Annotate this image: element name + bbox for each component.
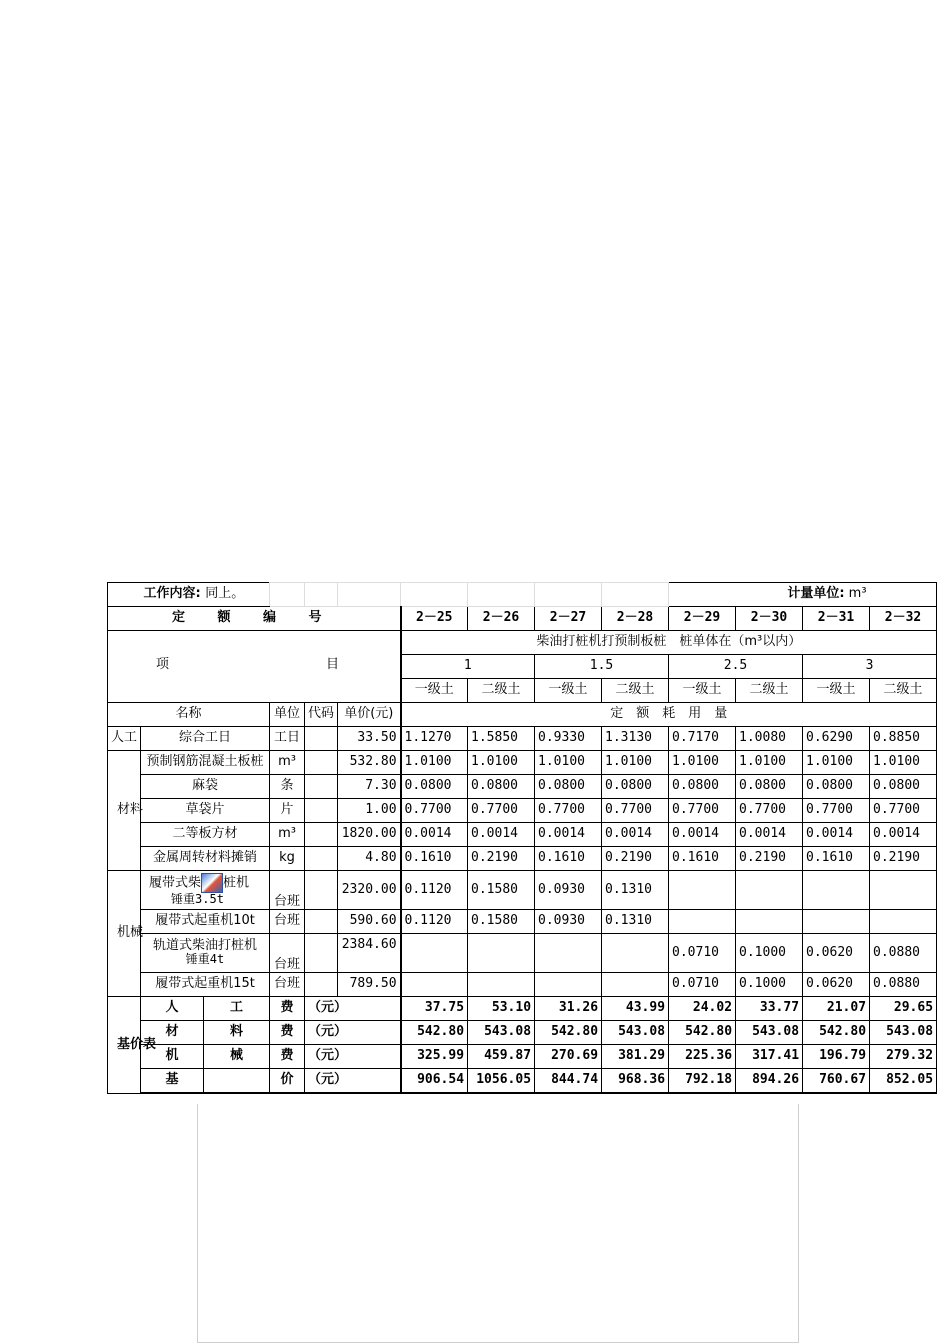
- soil-type: 一级土: [535, 679, 602, 703]
- value-cell: 33.77: [736, 997, 803, 1021]
- quota-code: 2－28: [602, 607, 669, 631]
- value-cell: 1.5850: [468, 727, 535, 751]
- consumption-header: 定 额 耗 用 量: [401, 703, 937, 727]
- soil-type: 二级土: [736, 679, 803, 703]
- value-cell: 1.0080: [736, 727, 803, 751]
- value-cell: 0.1310: [602, 871, 669, 910]
- item-price: 1820.00: [338, 823, 401, 847]
- quota-code: 2－25: [401, 607, 468, 631]
- value-cell: 225.36: [669, 1045, 736, 1069]
- value-cell: 0.0014: [736, 823, 803, 847]
- value-cell: [870, 910, 937, 934]
- unit-value: m³: [848, 586, 867, 602]
- quota-code: 2－30: [736, 607, 803, 631]
- soil-type: 二级土: [602, 679, 669, 703]
- table-row: [108, 934, 937, 973]
- table-row: [108, 775, 937, 799]
- column-header-row: [108, 703, 937, 727]
- value-cell: [401, 934, 468, 973]
- soil-type: 二级土: [870, 679, 937, 703]
- quota-code-label: 定 额 编 号: [108, 607, 401, 631]
- item-unit: kg: [270, 847, 305, 871]
- item-name: 草袋片: [141, 799, 270, 823]
- value-cell: 1.0100: [736, 751, 803, 775]
- value-cell: 0.0014: [870, 823, 937, 847]
- soil-type: 一级土: [803, 679, 870, 703]
- item-price: 532.80: [338, 751, 401, 775]
- value-cell: 1.0100: [602, 751, 669, 775]
- item-price: 789.50: [338, 973, 401, 997]
- table-row: [108, 847, 937, 871]
- base-label-3: 费: [270, 1045, 305, 1069]
- value-cell: 0.1580: [468, 910, 535, 934]
- item-unit: m³: [270, 823, 305, 847]
- work-content-label: 工作内容:: [143, 586, 201, 602]
- item-name: 综合工日: [141, 727, 270, 751]
- item-price: 33.50: [338, 727, 401, 751]
- value-cell: 0.0620: [803, 934, 870, 973]
- value-cell: 0.2190: [468, 847, 535, 871]
- col-name-header: 名称: [108, 703, 270, 727]
- item-unit: 片: [270, 799, 305, 823]
- category-materials: 材料: [108, 751, 141, 871]
- value-cell: 1.0100: [803, 751, 870, 775]
- value-cell: 0.0800: [870, 775, 937, 799]
- value-cell: 0.0800: [401, 775, 468, 799]
- value-cell: 0.1610: [535, 847, 602, 871]
- group-1: 1: [401, 655, 535, 679]
- item-unit: 台班: [270, 910, 305, 934]
- value-cell: 0.0014: [401, 823, 468, 847]
- table-row: [108, 871, 937, 910]
- value-cell: 0.0710: [669, 973, 736, 997]
- value-cell: 0.7700: [468, 799, 535, 823]
- value-cell: [669, 910, 736, 934]
- value-cell: 270.69: [535, 1045, 602, 1069]
- value-cell: 0.2190: [870, 847, 937, 871]
- value-cell: 0.6290: [803, 727, 870, 751]
- base-label-2: [204, 1069, 270, 1094]
- value-cell: 543.08: [870, 1021, 937, 1045]
- value-cell: 0.7700: [535, 799, 602, 823]
- value-cell: 0.7700: [803, 799, 870, 823]
- value-cell: 1.0100: [401, 751, 468, 775]
- value-cell: 381.29: [602, 1045, 669, 1069]
- value-cell: 0.1610: [803, 847, 870, 871]
- value-cell: 0.0800: [468, 775, 535, 799]
- item-price: 2384.60: [338, 934, 401, 973]
- item-name: 履带式柴 桩机 锤重3.5t: [141, 871, 270, 910]
- page-frame: [197, 1104, 799, 1343]
- table-row: [108, 1069, 937, 1094]
- value-cell: 844.74: [535, 1069, 602, 1094]
- item-price: 1.00: [338, 799, 401, 823]
- category-machinery: 机械: [108, 871, 141, 997]
- value-cell: 24.02: [669, 997, 736, 1021]
- value-cell: 542.80: [803, 1021, 870, 1045]
- item-name: 履带式起重机10t: [141, 910, 270, 934]
- value-cell: 542.80: [535, 1021, 602, 1045]
- col-code-header: 代码: [305, 703, 338, 727]
- soil-type: 一级土: [401, 679, 468, 703]
- value-cell: 543.08: [736, 1021, 803, 1045]
- value-cell: 1.0100: [468, 751, 535, 775]
- item-price: 2320.00: [338, 871, 401, 910]
- category-base-price: 基价表: [108, 997, 141, 1094]
- value-cell: 760.67: [803, 1069, 870, 1094]
- value-cell: 0.0800: [736, 775, 803, 799]
- category-labor: 人工: [108, 727, 141, 751]
- quota-code-row: [108, 607, 937, 631]
- col-price-header: 单价(元): [338, 703, 401, 727]
- value-cell: 279.32: [870, 1045, 937, 1069]
- value-cell: [669, 871, 736, 910]
- value-cell: 196.79: [803, 1045, 870, 1069]
- value-cell: 0.0930: [535, 910, 602, 934]
- item-unit: 台班: [270, 934, 305, 973]
- table-row: [108, 727, 937, 751]
- value-cell: [468, 934, 535, 973]
- base-label-unit: （元）: [305, 997, 401, 1021]
- value-cell: 0.7170: [669, 727, 736, 751]
- value-cell: 1.1270: [401, 727, 468, 751]
- item-name: 履带式起重机15t: [141, 973, 270, 997]
- project-title: 柴油打桩机打预制板桩 桩单体在（m³以内）: [401, 631, 937, 655]
- value-cell: 0.1580: [468, 871, 535, 910]
- quota-code: 2－26: [468, 607, 535, 631]
- col-unit-header: 单位: [270, 703, 305, 727]
- base-label-1: 机: [141, 1045, 204, 1069]
- item-price: 4.80: [338, 847, 401, 871]
- value-cell: 894.26: [736, 1069, 803, 1094]
- table-row: [108, 751, 937, 775]
- value-cell: 0.1610: [401, 847, 468, 871]
- value-cell: 53.10: [468, 997, 535, 1021]
- value-cell: 37.75: [401, 997, 468, 1021]
- value-cell: [803, 871, 870, 910]
- value-cell: 0.0800: [602, 775, 669, 799]
- value-cell: 1.0100: [535, 751, 602, 775]
- value-cell: 542.80: [669, 1021, 736, 1045]
- embedded-image-icon: [201, 873, 223, 893]
- value-cell: 0.1000: [736, 934, 803, 973]
- item-unit: 条: [270, 775, 305, 799]
- base-label-1: 材: [141, 1021, 204, 1045]
- table-row: [108, 1045, 937, 1069]
- item-unit: m³: [270, 751, 305, 775]
- project-label-right: 目: [326, 657, 340, 672]
- unit-label: 计量单位:: [787, 586, 845, 602]
- value-cell: [736, 871, 803, 910]
- item-price: 7.30: [338, 775, 401, 799]
- quota-code: 2－32: [870, 607, 937, 631]
- item-unit: 台班: [270, 871, 305, 910]
- quota-code: 2－27: [535, 607, 602, 631]
- value-cell: [535, 973, 602, 997]
- base-label-2: 械: [204, 1045, 270, 1069]
- item-name: 麻袋: [141, 775, 270, 799]
- value-cell: 0.7700: [870, 799, 937, 823]
- value-cell: 0.8850: [870, 727, 937, 751]
- value-cell: 0.9330: [535, 727, 602, 751]
- item-unit: 台班: [270, 973, 305, 997]
- item-unit: 工日: [270, 727, 305, 751]
- base-label-3: 价: [270, 1069, 305, 1094]
- value-cell: 0.0930: [535, 871, 602, 910]
- base-label-1: 基: [141, 1069, 204, 1094]
- value-cell: 543.08: [468, 1021, 535, 1045]
- table-row: [108, 799, 937, 823]
- value-cell: [602, 973, 669, 997]
- project-label-cell: [108, 631, 401, 703]
- value-cell: 0.0880: [870, 973, 937, 997]
- value-cell: 0.0710: [669, 934, 736, 973]
- base-label-unit: （元）: [305, 1021, 401, 1045]
- value-cell: 968.36: [602, 1069, 669, 1094]
- soil-type: 二级土: [468, 679, 535, 703]
- table-row: [108, 997, 937, 1021]
- value-cell: 0.0014: [669, 823, 736, 847]
- value-cell: 21.07: [803, 997, 870, 1021]
- value-cell: 0.2190: [736, 847, 803, 871]
- item-name: 二等板方材: [141, 823, 270, 847]
- group-2-5: 2.5: [669, 655, 803, 679]
- value-cell: 0.1310: [602, 910, 669, 934]
- value-cell: 0.7700: [736, 799, 803, 823]
- value-cell: 0.0014: [602, 823, 669, 847]
- value-cell: 1.0100: [870, 751, 937, 775]
- base-label-3: 费: [270, 997, 305, 1021]
- value-cell: 325.99: [401, 1045, 468, 1069]
- value-cell: 0.0880: [870, 934, 937, 973]
- value-cell: 0.0800: [535, 775, 602, 799]
- value-cell: 1056.05: [468, 1069, 535, 1094]
- base-label-2: 料: [204, 1021, 270, 1045]
- value-cell: 0.0014: [803, 823, 870, 847]
- value-cell: 0.1610: [669, 847, 736, 871]
- base-label-unit: （元）: [305, 1069, 401, 1094]
- value-cell: 0.2190: [602, 847, 669, 871]
- item-name: 金属周转材料摊销: [141, 847, 270, 871]
- value-cell: 43.99: [602, 997, 669, 1021]
- value-cell: 0.0620: [803, 973, 870, 997]
- value-cell: [870, 871, 937, 910]
- value-cell: 0.0014: [468, 823, 535, 847]
- base-label-1: 人: [141, 997, 204, 1021]
- quota-code: 2－31: [803, 607, 870, 631]
- soil-type: 一级土: [669, 679, 736, 703]
- item-name: 轨道式柴油打桩机 锤重4t: [141, 934, 270, 973]
- value-cell: 29.65: [870, 997, 937, 1021]
- value-cell: [535, 934, 602, 973]
- project-title-row: [108, 631, 937, 655]
- work-content-value: 同上。: [205, 586, 245, 602]
- value-cell: [736, 910, 803, 934]
- table-row: [108, 823, 937, 847]
- value-cell: 852.05: [870, 1069, 937, 1094]
- group-1-5: 1.5: [535, 655, 669, 679]
- value-cell: 542.80: [401, 1021, 468, 1045]
- base-label-3: 费: [270, 1021, 305, 1045]
- project-label-left: 项: [156, 657, 170, 672]
- value-cell: [401, 973, 468, 997]
- quota-code: 2－29: [669, 607, 736, 631]
- value-cell: 0.7700: [401, 799, 468, 823]
- value-cell: 0.0800: [803, 775, 870, 799]
- value-cell: 0.7700: [669, 799, 736, 823]
- value-cell: 792.18: [669, 1069, 736, 1094]
- value-cell: [468, 973, 535, 997]
- value-cell: 0.1120: [401, 871, 468, 910]
- value-cell: 0.0014: [535, 823, 602, 847]
- item-price: 590.60: [338, 910, 401, 934]
- value-cell: 0.0800: [669, 775, 736, 799]
- table-row: [108, 1021, 937, 1045]
- value-cell: 459.87: [468, 1045, 535, 1069]
- base-label-2: 工: [204, 997, 270, 1021]
- value-cell: 317.41: [736, 1045, 803, 1069]
- value-cell: 906.54: [401, 1069, 468, 1094]
- table-row: [108, 910, 937, 934]
- value-cell: 1.0100: [669, 751, 736, 775]
- table-row: [108, 973, 937, 997]
- value-cell: 0.7700: [602, 799, 669, 823]
- value-cell: 0.1000: [736, 973, 803, 997]
- value-cell: 1.3130: [602, 727, 669, 751]
- group-3: 3: [803, 655, 937, 679]
- value-cell: 543.08: [602, 1021, 669, 1045]
- value-cell: 0.1120: [401, 910, 468, 934]
- value-cell: [803, 910, 870, 934]
- work-content-row: [108, 583, 937, 607]
- quota-table: [107, 582, 937, 1094]
- value-cell: [602, 934, 669, 973]
- base-label-unit: （元）: [305, 1045, 401, 1069]
- item-name: 预制钢筋混凝土板桩: [141, 751, 270, 775]
- value-cell: 31.26: [535, 997, 602, 1021]
